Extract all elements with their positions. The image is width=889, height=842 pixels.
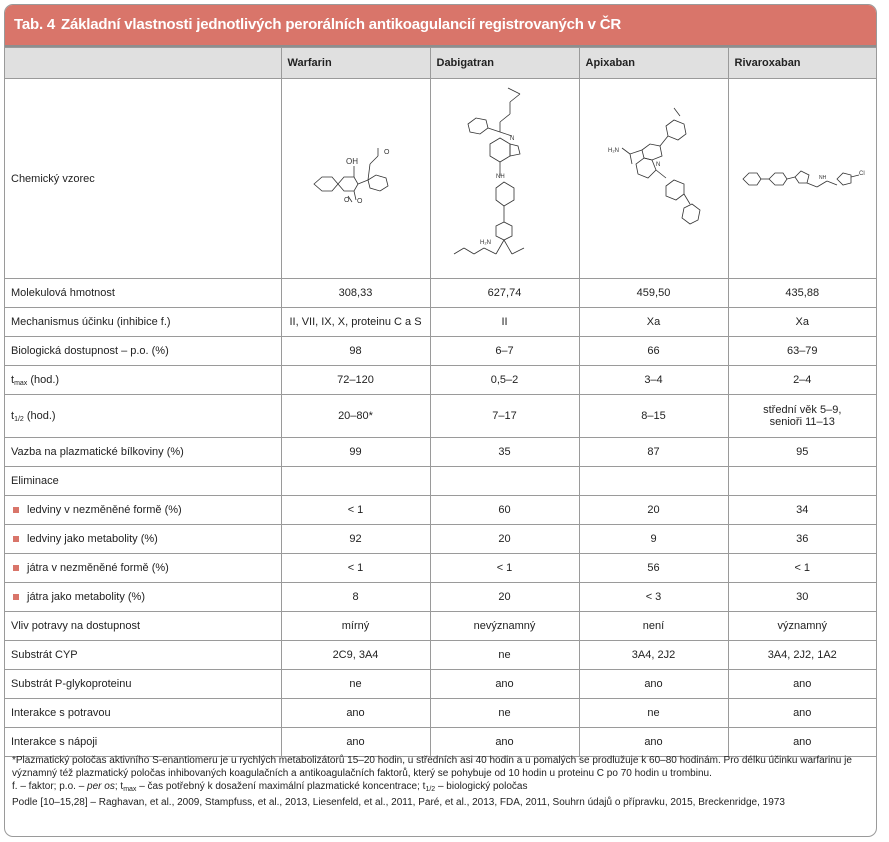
bullet-icon: [13, 507, 19, 513]
cell-rivaroxaban: 3A4, 2J2, 1A2: [728, 641, 876, 670]
footnote-abbreviations: [12, 780, 870, 796]
table-row: [5, 728, 876, 757]
cell-warfarin: 98: [281, 337, 430, 366]
cell-dabigatran: 35: [430, 438, 579, 467]
cell-rivaroxaban: [728, 395, 876, 438]
rivaroxaban-structure-cell: [728, 79, 876, 279]
header-warfarin: Warfarin: [281, 48, 430, 79]
cell-apixaban: 87: [579, 438, 728, 467]
cell-warfarin: 2C9, 3A4: [281, 641, 430, 670]
table-title: [14, 16, 621, 33]
cell-warfarin: ano: [281, 728, 430, 757]
row-label: Biologická dostupnost – p.o. (%): [5, 337, 281, 366]
abbr-part-c: – čas potřebný k dosažení maximální plazmatické koncentrace; t: [136, 781, 426, 792]
table-frame: [4, 4, 877, 837]
table-row: [5, 496, 876, 525]
svg-text:NH: NH: [495, 173, 505, 180]
formula-row: [5, 79, 876, 279]
dabigatran-structure-image: [450, 84, 560, 274]
row-label: Mechanismus účinku (inhibice f.): [5, 308, 281, 337]
cell-rivaroxaban: 2–4: [728, 366, 876, 395]
row-label: [5, 496, 281, 525]
cell-dabigatran: 6–7: [430, 337, 579, 366]
row-label-text: játra v nezměněné formě (%): [27, 562, 169, 574]
cell-rivaroxaban: 36: [728, 525, 876, 554]
cell-apixaban: ano: [579, 670, 728, 699]
footnote-halflife: *Plazmatický poločas aktivního S-enantiomeru je u rychlých metabolizátorů 15–20 hodin, u středních asi 40 hodin a u pomalých se prodlužuje k 60–80 hodinám. Pro délku účinku warfarinu je významný též plazmatický poločas inhibovaných koagulačních a antikoagulačních faktorů, který se pohybuje od 10 hodin u proteinu C po 70 hodin u trombinu.: [12, 755, 852, 779]
table-row: [5, 366, 876, 395]
cell-rivaroxaban: ano: [728, 699, 876, 728]
cell-warfarin: 72–120: [281, 366, 430, 395]
table-row: [5, 612, 876, 641]
warfarin-structure-image: [306, 144, 406, 214]
cell-rivaroxaban: ano: [728, 670, 876, 699]
row-label: [5, 366, 281, 395]
cell-dabigatran: 20: [430, 525, 579, 554]
cell-apixaban: 66: [579, 337, 728, 366]
row-label: [5, 525, 281, 554]
table-row: [5, 583, 876, 612]
abbr-t12-sub: 1/2: [425, 786, 436, 793]
row-label: Vliv potravy na dostupnost: [5, 612, 281, 641]
abbr-peros: per os: [87, 781, 115, 792]
table-row: [5, 467, 876, 496]
cell-dabigatran: ano: [430, 728, 579, 757]
row-label: Molekulová hmotnost: [5, 279, 281, 308]
cell-rivaroxaban: Xa: [728, 308, 876, 337]
table-row: [5, 670, 876, 699]
thalf-sub: 1/2: [14, 415, 24, 423]
abbr-part-b: ; t: [114, 781, 124, 792]
tmax-unit: (hod.): [27, 373, 60, 386]
cell-warfarin: ano: [281, 699, 430, 728]
table-row: [5, 279, 876, 308]
table-row: [5, 308, 876, 337]
cell-warfarin: [281, 467, 430, 496]
row-label: Vazba na plazmatické bílkoviny (%): [5, 438, 281, 467]
cell-apixaban: 3–4: [579, 366, 728, 395]
cell-dabigatran: II: [430, 308, 579, 337]
header-apixaban: Apixaban: [579, 48, 728, 79]
cell-warfarin: ne: [281, 670, 430, 699]
row-label: Interakce s potravou: [5, 699, 281, 728]
cell-dabigatran: 20: [430, 583, 579, 612]
thalf-t: t: [11, 409, 15, 422]
cell-dabigatran: [430, 467, 579, 496]
cell-warfarin: < 1: [281, 496, 430, 525]
cell-apixaban: 20: [579, 496, 728, 525]
abbr-tmax-sub: max: [123, 786, 137, 793]
cell-dabigatran: 627,74: [430, 279, 579, 308]
cell-warfarin: 99: [281, 438, 430, 467]
table-row: [5, 699, 876, 728]
header-row: [5, 48, 876, 79]
cell-warfarin: II, VII, IX, X, proteinu C a S: [281, 308, 430, 337]
cell-apixaban: 8–15: [579, 395, 728, 438]
table-number: Tab. 4: [14, 16, 56, 33]
properties-table: [5, 47, 876, 757]
cell-apixaban: 3A4, 2J2: [579, 641, 728, 670]
row-label-text: játra jako metabolity (%): [27, 591, 145, 603]
table-title-bar: [5, 5, 876, 47]
svg-text:O: O: [343, 196, 349, 204]
cell-apixaban: ne: [579, 699, 728, 728]
svg-text:OH: OH: [345, 156, 358, 166]
cell-dabigatran: ano: [430, 670, 579, 699]
svg-text:N: N: [509, 135, 514, 142]
row-label-text: ledviny jako metabolity (%): [27, 533, 158, 545]
cell-apixaban: < 3: [579, 583, 728, 612]
cell-dabigatran: nevýznamný: [430, 612, 579, 641]
cell-warfarin: 8: [281, 583, 430, 612]
bullet-icon: [13, 536, 19, 542]
svg-text:N: N: [655, 161, 660, 168]
cell-rivaroxaban: významný: [728, 612, 876, 641]
svg-text:O: O: [383, 148, 389, 156]
row-label: Substrát P-glykoproteinu: [5, 670, 281, 699]
tmax-sub: max: [14, 379, 28, 387]
cell-apixaban: 459,50: [579, 279, 728, 308]
cell-rivaroxaban: < 1: [728, 554, 876, 583]
cell-apixaban: 56: [579, 554, 728, 583]
cell-apixaban: ano: [579, 728, 728, 757]
cell-dabigatran: ne: [430, 641, 579, 670]
cell-dabigatran: 0,5–2: [430, 366, 579, 395]
abbr-part-d: – biologický poločas: [435, 781, 528, 792]
table-row: [5, 438, 876, 467]
cell-dabigatran: ne: [430, 699, 579, 728]
header-dabigatran: Dabigatran: [430, 48, 579, 79]
svg-text:H₂N: H₂N: [479, 239, 491, 246]
abbr-part-a: f. – faktor; p.o. –: [12, 781, 88, 792]
cell-dabigatran: 60: [430, 496, 579, 525]
row-label-text: ledviny v nezměněné formě (%): [27, 504, 182, 516]
cell-rivaroxaban: 34: [728, 496, 876, 525]
table-title-text: Základní vlastnosti jednotlivých perorálních antikoagulancií registrovaných v ČR: [61, 16, 622, 33]
svg-text:O: O: [356, 197, 362, 205]
apixaban-structure-cell: [579, 79, 728, 279]
rivaroxaban-structure-image: [737, 149, 867, 209]
header-rivaroxaban: Rivaroxaban: [728, 48, 876, 79]
cell-apixaban: [579, 467, 728, 496]
table-row: [5, 395, 876, 438]
cell-warfarin: mírný: [281, 612, 430, 641]
warfarin-structure-cell: [281, 79, 430, 279]
tmax-t: t: [11, 373, 15, 386]
svg-text:NH: NH: [819, 174, 827, 181]
cell-rivaroxaban: 30: [728, 583, 876, 612]
apixaban-structure-image: [604, 104, 704, 254]
cell-rivaroxaban: 95: [728, 438, 876, 467]
cell-warfarin: 92: [281, 525, 430, 554]
cell-rivaroxaban: 435,88: [728, 279, 876, 308]
cell-warfarin: 308,33: [281, 279, 430, 308]
row-label: [5, 554, 281, 583]
table-footnotes: [12, 754, 870, 809]
cell-apixaban: Xa: [579, 308, 728, 337]
svg-text:H₂N: H₂N: [607, 147, 619, 154]
cell-dabigatran: 7–17: [430, 395, 579, 438]
svg-text:Cl: Cl: [859, 170, 865, 177]
cell-apixaban: není: [579, 612, 728, 641]
table-row: [5, 525, 876, 554]
rivaroxaban-thalf-line1: střední věk 5–9,: [763, 404, 842, 416]
cell-apixaban: 9: [579, 525, 728, 554]
table-row: [5, 554, 876, 583]
cell-rivaroxaban: 63–79: [728, 337, 876, 366]
row-label: Substrát CYP: [5, 641, 281, 670]
rivaroxaban-thalf-line2: senioři 11–13: [769, 416, 835, 428]
row-label: [5, 395, 281, 438]
bullet-icon: [13, 594, 19, 600]
cell-rivaroxaban: ano: [728, 728, 876, 757]
cell-warfarin: < 1: [281, 554, 430, 583]
cell-warfarin: 20–80*: [281, 395, 430, 438]
header-empty: [5, 48, 281, 79]
cell-rivaroxaban: [728, 467, 876, 496]
thalf-unit: (hod.): [23, 409, 56, 422]
bullet-icon: [13, 565, 19, 571]
table-row: [5, 641, 876, 670]
formula-label: Chemický vzorec: [5, 79, 281, 279]
table-row: [5, 337, 876, 366]
row-label: Eliminace: [5, 467, 281, 496]
row-label: [5, 583, 281, 612]
row-label: Interakce s nápoji: [5, 728, 281, 757]
footnote-sources: Podle [10–15,28] – Raghavan, et al., 2009, Stampfuss, et al., 2013, Liesenfeld, et al., 2011, Paré, et al., 2013, FDA, 2011, Souhrn údajů o přípravku, 2015, Breckenridge, 1973: [12, 797, 785, 808]
dabigatran-structure-cell: [430, 79, 579, 279]
cell-dabigatran: < 1: [430, 554, 579, 583]
